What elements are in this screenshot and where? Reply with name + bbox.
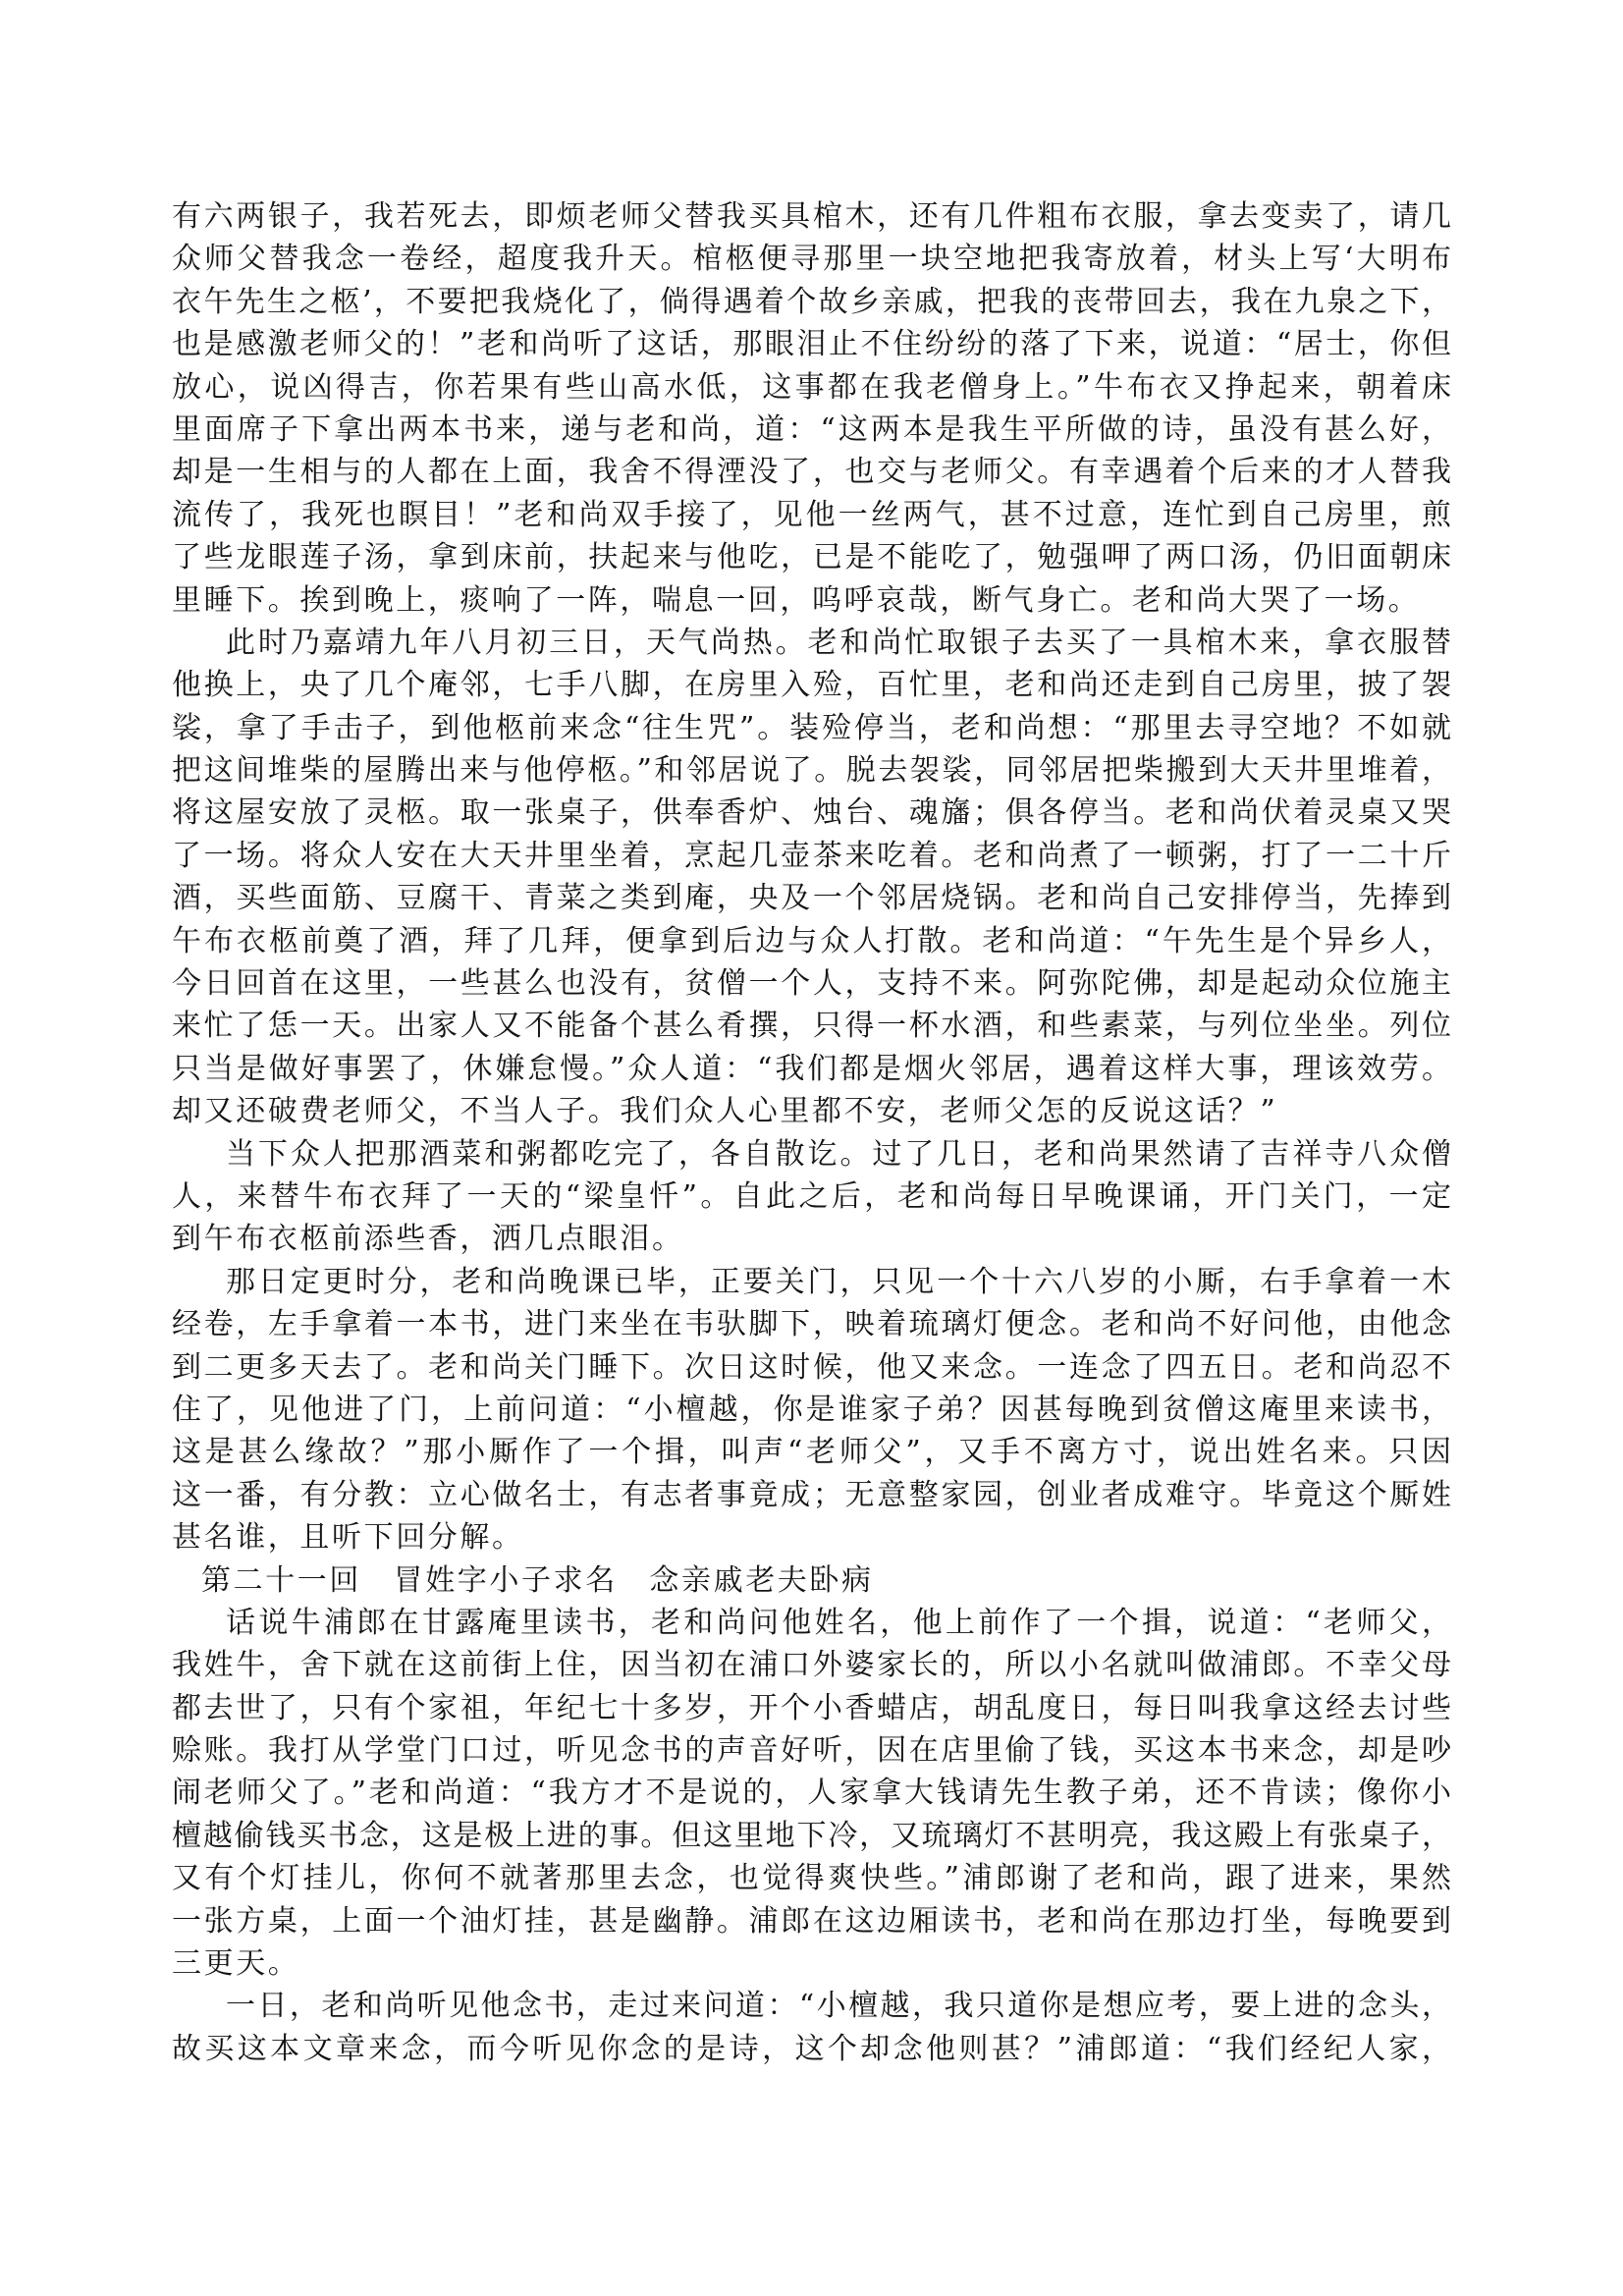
text-line: 流传了，我死也瞑目！”老和尚双手接了，见他一丝两气，甚不过意，连忙到自己房里，煎 (172, 497, 1451, 532)
text-line: 檀越偷钱买书念，这是极上进的事。但这里地下冷，又琉璃灯不甚明亮，我这殿上有张桌子， (172, 1818, 1451, 1853)
text-line: 也是感激老师父的！”老和尚听了这话，那眼泪止不住纷纷的落了下来，说道：“居士，你但 (172, 327, 1451, 362)
text-line: 衣午先生之柩’，不要把我烧化了，倘得遇着个故乡亲戚，把我的丧带回去，我在九泉之下， (172, 284, 1451, 319)
text-line: 来忙了恁一天。出家人又不能备个甚么肴撰，只得一杯水酒，和些素菜，与列位坐坐。列位 (172, 1009, 1451, 1044)
text-line: 放心，说凶得吉，你若果有些山高水低，这事都在我老僧身上。”牛布衣又挣起来，朝着床 (172, 369, 1451, 405)
text-line: 有六两银子，我若死去，即烦老师父替我买具棺木，还有几件粗布衣服，拿去变卖了，请几 (172, 199, 1451, 234)
text-line: 今日回首在这里，一些甚么也没有，贫僧一个人，支持不来。阿弥陀佛，却是起动众位施主 (172, 966, 1451, 1002)
text-line: 里面席子下拿出两本书来，递与老和尚，道：“这两本是我生平所做的诗，虽没有甚么好， (172, 411, 1451, 447)
text-line: 甚名谁，且听下回分解。 (172, 1520, 524, 1556)
text-line: 只当是做好事罢了，休嫌怠慢。”众人道：“我们都是烟火邻居，遇着这样大事，理该效劳。 (172, 1051, 1451, 1086)
text-line: 这一番，有分教：立心做名士，有志者事竟成；无意整家园，创业者成难守。毕竟这个厮姓 (172, 1477, 1451, 1512)
text-line: 他换上，央了几个庵邻，七手八脚，在房里入殓，百忙里，老和尚还走到自己房里，披了袈 (172, 668, 1451, 703)
text-line: 裟，拿了手击子，到他柩前来念“往生咒”。装殓停当，老和尚想：“那里去寻空地？不如就 (172, 710, 1451, 745)
text-line: 把这间堆柴的屋腾出来与他停柩。”和邻居说了。脱去袈裟，同邻居把柴搬到大天井里堆着， (172, 753, 1451, 789)
text-line: 都去世了，只有个家祖，年纪七十多岁，开个小香蜡店，胡乱度日，每日叫我拿这经去讨些 (172, 1690, 1451, 1725)
text-line: 那日定更时分，老和尚晚课已毕，正要关门，只见一个十六八岁的小厮，右手拿着一木 (226, 1264, 1451, 1299)
text-line: 到二更多天去了。老和尚关门睡下。次日这时候，他又来念。一连念了四五日。老和尚忍不 (172, 1349, 1451, 1385)
text-line: 这是甚么缘故？”那小厮作了一个揖，叫声“老师父”，又手不离方寸，说出姓名来。只因 (172, 1435, 1451, 1470)
text-line: 了一场。将众人安在大天井里坐着，烹起几壶茶来吃着。老和尚煮了一顿粥，打了一二十斤 (172, 838, 1451, 873)
text-line: 住了，见他进了门，上前问道：“小檀越，你是谁家子弟？因甚每晚到贫僧这庵里来读书， (172, 1392, 1451, 1427)
text-line: 话说牛浦郎在甘露庵里读书，老和尚问他姓名，他上前作了一个揖，说道：“老师父， (226, 1605, 1451, 1640)
text-line: 人，来替牛布衣拜了一天的“梁皇忏”。自此之后，老和尚每日早晚课诵，开门关门，一定 (172, 1178, 1451, 1214)
text-line: 午布衣柩前奠了酒，拜了几拜，便拿到后边与众人打散。老和尚道：“午先生是个异乡人， (172, 923, 1451, 958)
text-line: 却又还破费老师父，不当人子。我们众人心里都不安，老师父怎的反说这话？” (172, 1094, 1278, 1129)
text-line: 一张方桌，上面一个油灯挂，甚是幽静。浦郎在这边厢读书，老和尚在那边打坐，每晚要到 (172, 1903, 1451, 1939)
text-line: 了些龙眼莲子汤，拿到床前，扶起来与他吃，已是不能吃了，勉强呷了两口汤，仍旧面朝床 (172, 540, 1451, 575)
text-line: 酒，买些面筋、豆腐干、青菜之类到庵，央及一个邻居烧锅。老和尚自己安排停当，先捧到 (172, 881, 1451, 916)
text-line: 我姓牛，舍下就在这前街上住，因当初在浦口外婆家长的，所以小名就叫做浦郎。不幸父母 (172, 1648, 1451, 1683)
chapter-heading: 第二十一回 冒姓字小子求名 念亲戚老夫卧病 (201, 1562, 874, 1598)
text-line: 到午布衣柩前添些香，洒几点眼泪。 (172, 1222, 684, 1257)
text-line: 众师父替我念一卷经，超度我升天。棺柩便寻那里一块空地把我寄放着，材头上写‘大明布 (172, 242, 1451, 277)
text-line: 却是一生相与的人都在上面，我舍不得湮没了，也交与老师父。有幸遇着个后来的才人替我 (172, 455, 1451, 490)
text-line: 经卷，左手拿着一本书，进门来坐在韦驮脚下，映着琉璃灯便念。老和尚不好问他，由他念 (172, 1307, 1451, 1342)
text-line: 故买这本文章来念，而今听见你念的是诗，这个却念他则甚？”浦郎道：“我们经纪人家， (172, 2031, 1451, 2066)
text-line: 此时乃嘉靖九年八月初三日，天气尚热。老和尚忙取银子去买了一具棺木来，拿衣服替 (226, 625, 1451, 660)
text-line: 当下众人把那酒菜和粥都吃完了，各自散讫。过了几日，老和尚果然请了吉祥寺八众僧 (226, 1136, 1451, 1172)
text-line: 将这屋安放了灵柩。取一张桌子，供奉香炉、烛台、魂旛；俱各停当。老和尚伏着灵桌又哭 (172, 795, 1451, 831)
text-line: 三更天。 (172, 1946, 300, 1982)
text-line: 闹老师父了。”老和尚道：“我方才不是说的，人家拿大钱请先生教子弟，还不肯读；像你小 (172, 1776, 1451, 1811)
text-content (172, 195, 1451, 2070)
text-line: 又有个灯挂儿，你何不就著那里去念，也觉得爽快些。”浦郎谢了老和尚，跟了进来，果然 (172, 1861, 1451, 1896)
text-line: 里睡下。挨到晚上，痰响了一阵，喘息一回，呜呼哀哉，断气身亡。老和尚大哭了一场。 (172, 582, 1421, 618)
text-line: 赊账。我打从学堂门口过，听见念书的声音好听，因在店里偷了钱，买这本书来念，却是吵 (172, 1733, 1451, 1769)
text-line: 一日，老和尚听见他念书，走过来问道：“小檀越，我只道你是想应考，要上进的念头， (226, 1989, 1451, 2024)
